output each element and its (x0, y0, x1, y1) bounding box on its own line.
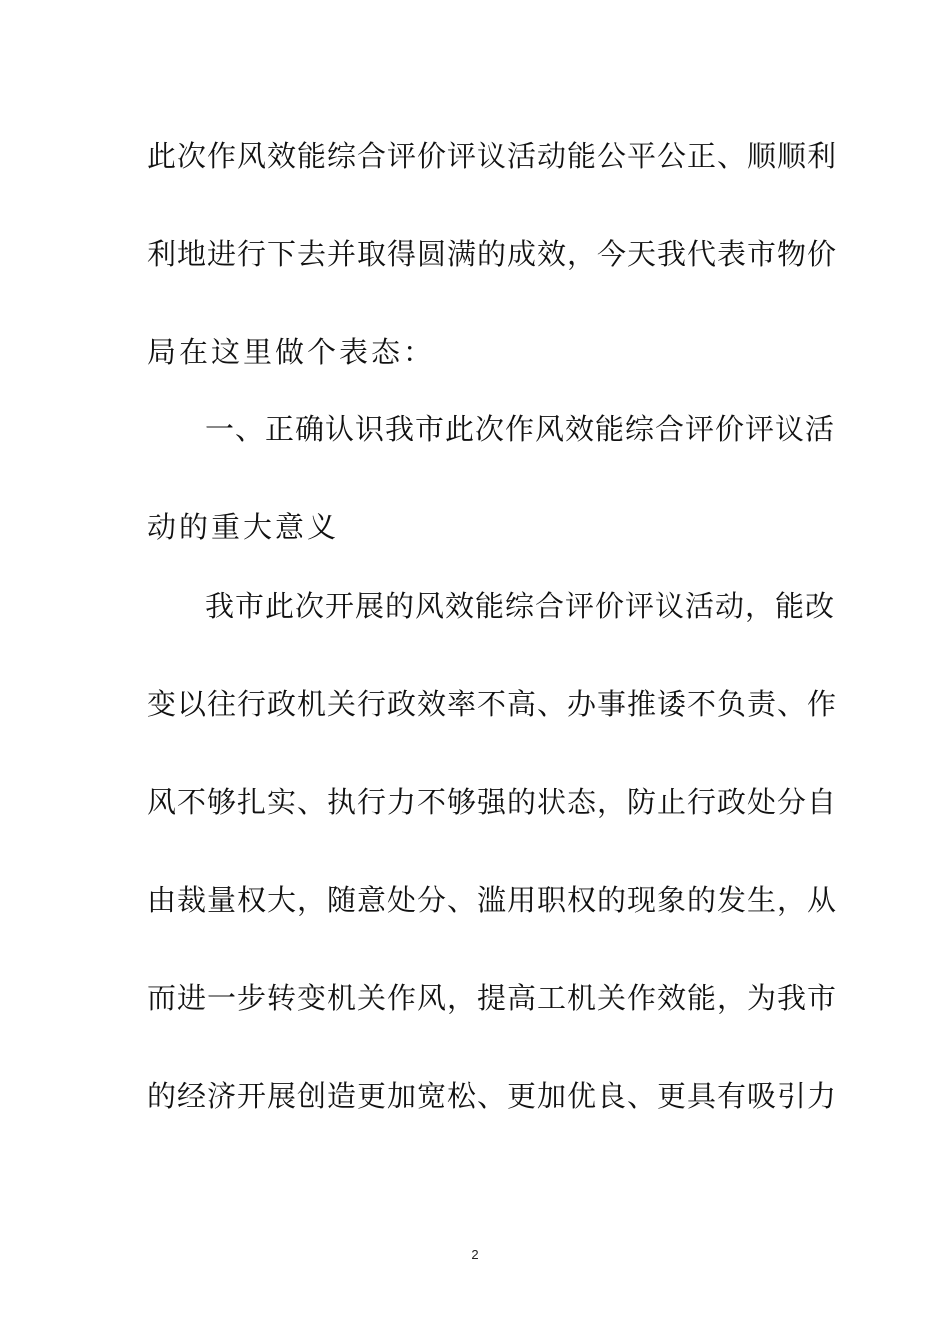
text-line-9: 由裁量权大，随意处分、滥用职权的现象的发生，从 (147, 883, 838, 917)
text-line-2: 利地进行下去并取得圆满的成效，今天我代表市物价 (147, 237, 838, 271)
text-line-10: 而进一步转变机关作风，提高工机关作效能，为我市 (147, 981, 838, 1015)
text-line-3: 局在这里做个表态： (147, 335, 436, 369)
text-line-8: 风不够扎实、执行力不够强的状态，防止行政处分自 (147, 785, 838, 819)
text-line-7: 变以往行政机关行政效率不高、办事推诿不负责、作 (147, 687, 838, 721)
section-heading-line-2: 动的重大意义 (147, 510, 340, 544)
page-number: 2 (471, 1247, 479, 1262)
section-heading-line-1: 一、正确认识我市此次作风效能综合评价评议活 (205, 412, 836, 446)
text-line-6: 我市此次开展的风效能综合评价评议活动，能改 (205, 589, 836, 623)
text-line-11: 的经济开展创造更加宽松、更加优良、更具有吸引力 (147, 1079, 838, 1113)
text-line-1: 此次作风效能综合评价评议活动能公平公正、顺顺利 (147, 139, 838, 173)
